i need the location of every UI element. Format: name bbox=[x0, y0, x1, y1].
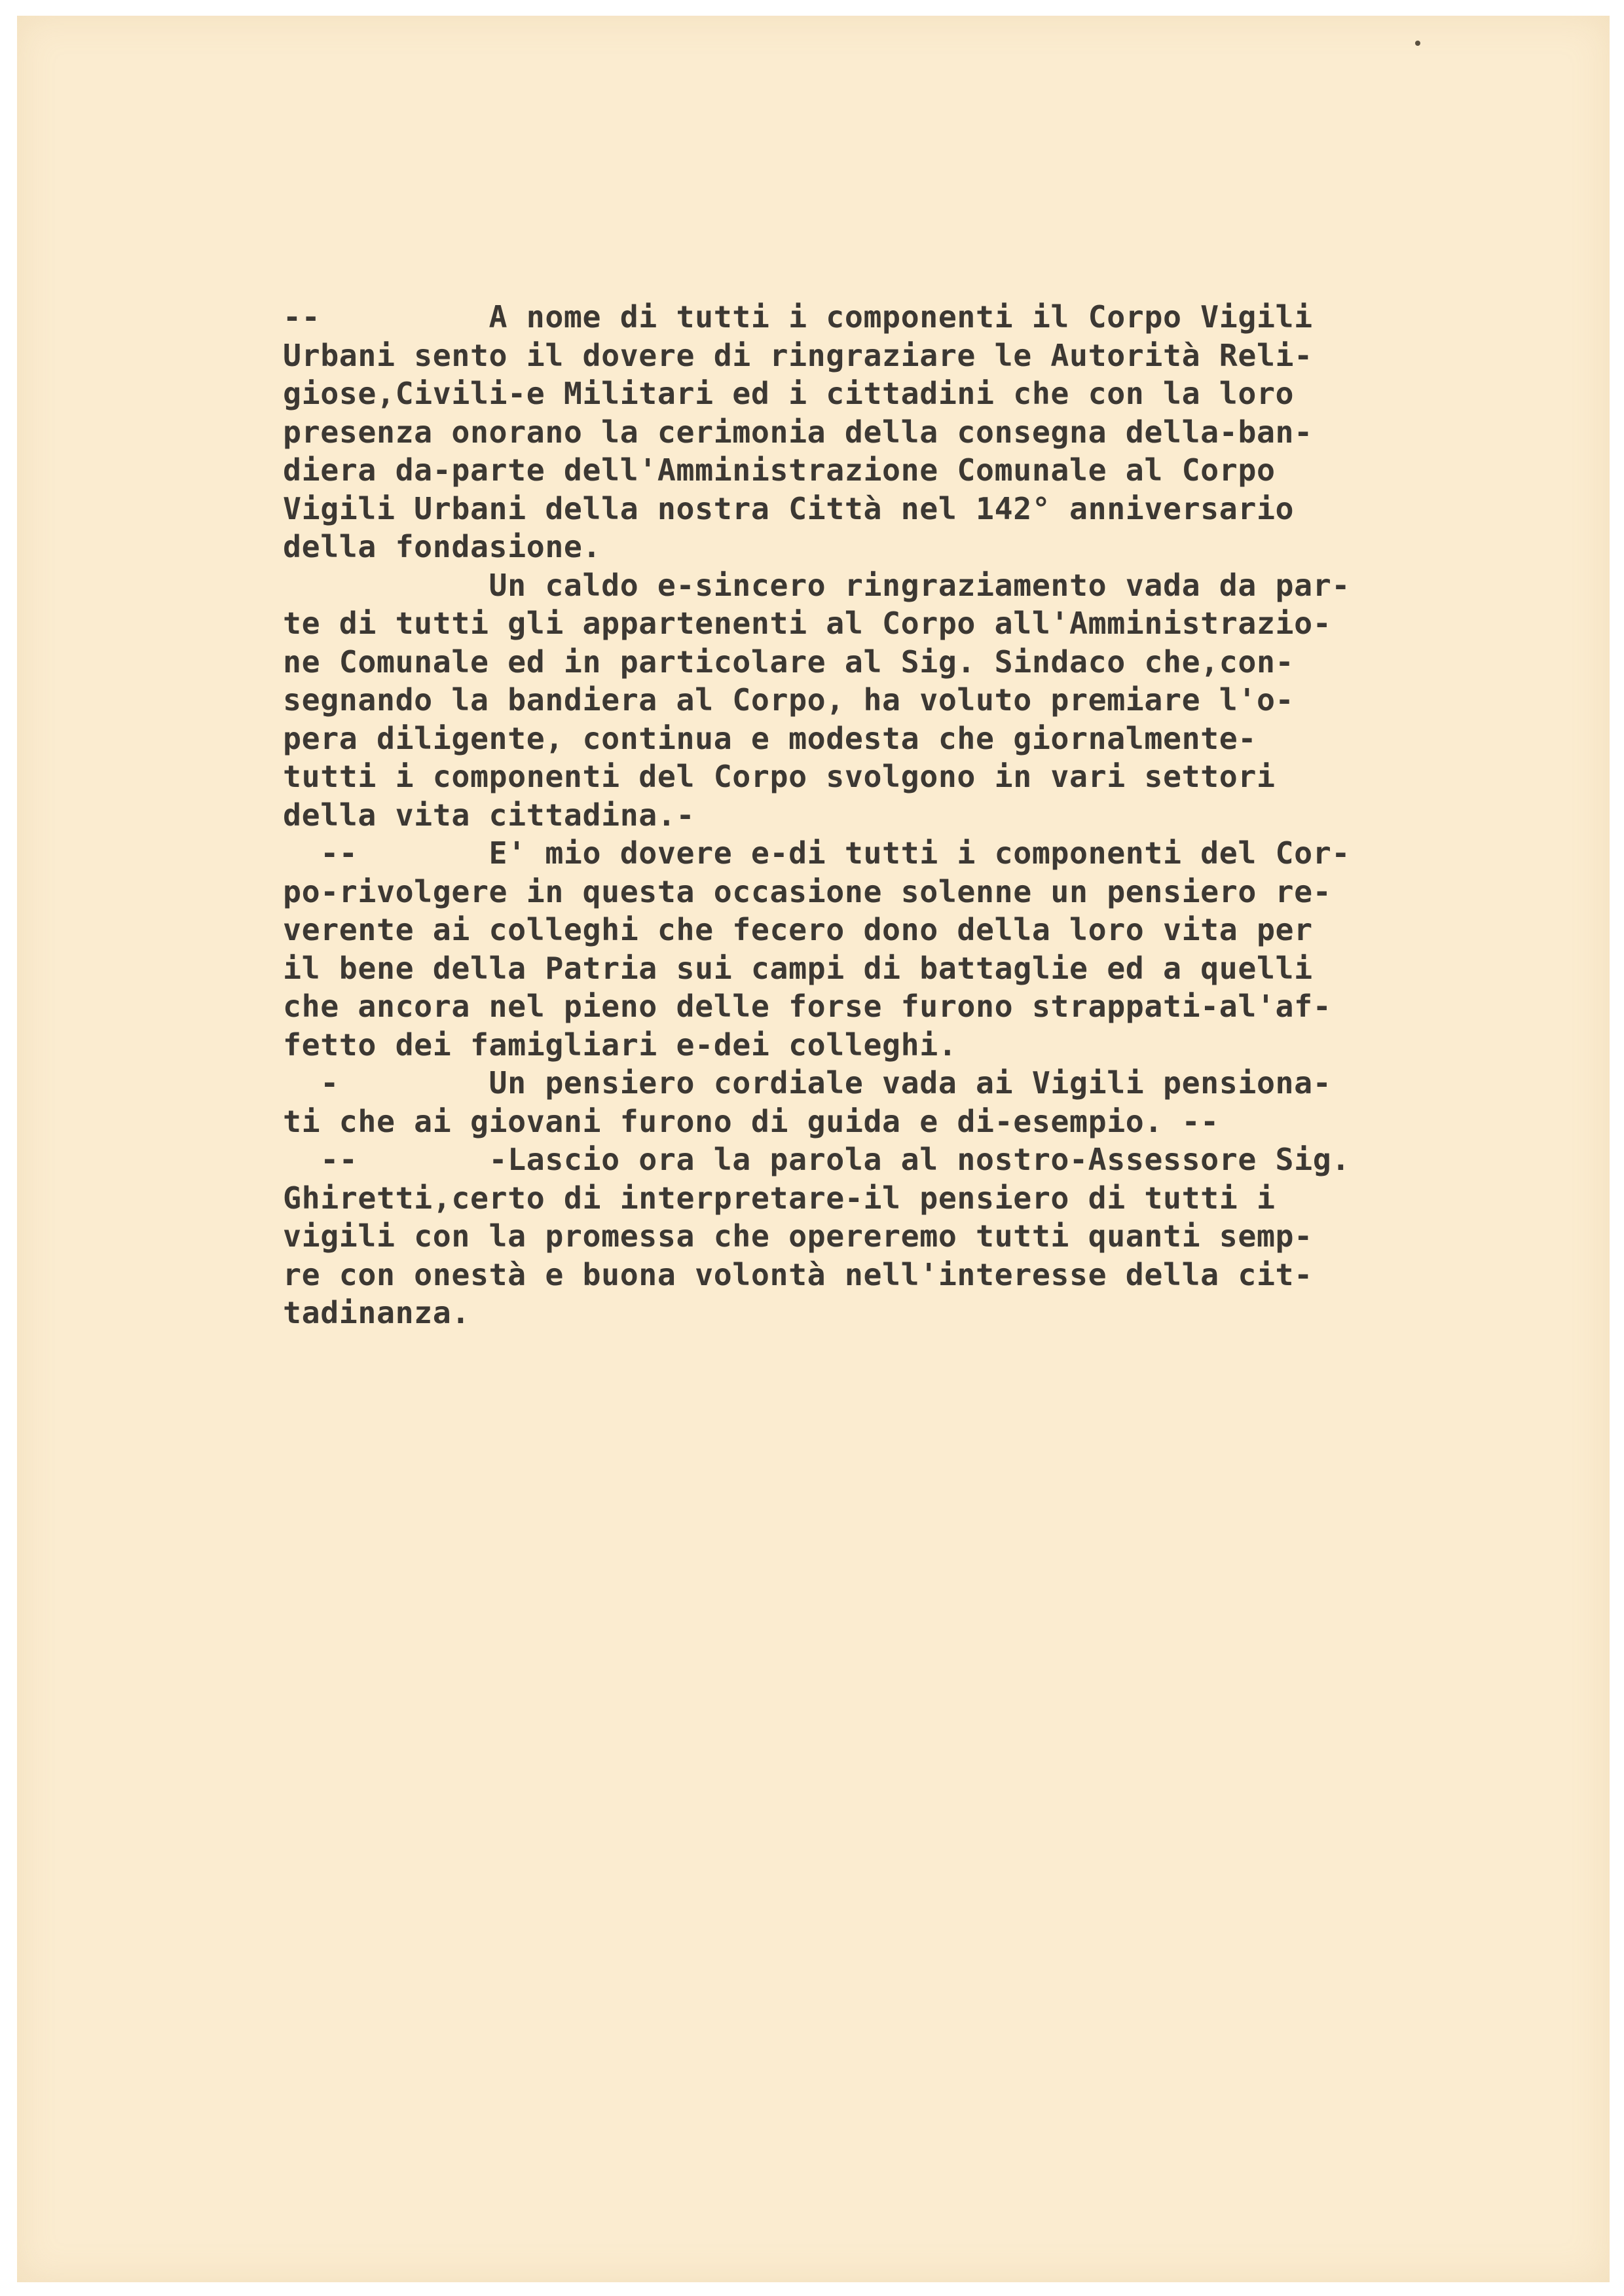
ink-mark bbox=[1415, 41, 1420, 46]
text-line: Urbani sento il dovere di ringraziare le Autorità Reli- bbox=[283, 337, 1313, 373]
text-line: te di tutti gli appartenenti al Corpo all'Amministrazio- bbox=[283, 606, 1332, 641]
text-line: -- -Lascio ora la parola al nostro-Assessore Sig. bbox=[283, 1142, 1350, 1177]
text-line: Ghiretti,certo di interpretare-il pensiero di tutti i bbox=[283, 1180, 1276, 1216]
text-line: tutti i componenti del Corpo svolgono in vari settori bbox=[283, 759, 1276, 794]
text-line: il bene della Patria sui campi di battaglie ed a quelli bbox=[283, 950, 1313, 986]
text-line: re con onestà e buona volontà nell'interesse della cit- bbox=[283, 1256, 1313, 1292]
text-line: Un caldo e-sincero ringraziamento vada da par- bbox=[283, 567, 1350, 603]
typed-text bbox=[283, 298, 1435, 1332]
text-line: della fondasione. bbox=[283, 529, 602, 564]
text-line: ti che ai giovani furono di guida e di-esempio. -- bbox=[283, 1103, 1219, 1139]
text-line: diera da-parte dell'Amministrazione Comunale al Corpo bbox=[283, 452, 1276, 488]
text-line: Vigili Urbani della nostra Città nel 142° anniversario bbox=[283, 490, 1295, 526]
text-line: che ancora nel pieno delle forse furono strappati-al'af- bbox=[283, 989, 1332, 1024]
text-line: -- A nome di tutti i componenti il Corpo Vigili bbox=[283, 299, 1313, 335]
text-line: tadinanza. bbox=[283, 1295, 470, 1330]
text-line: ne Comunale ed in particolare al Sig. Sindaco che,con- bbox=[283, 644, 1295, 680]
text-line: pera diligente, continua e modesta che giornalmente- bbox=[283, 720, 1257, 756]
text-line: verente ai colleghi che fecero dono della loro vita per bbox=[283, 912, 1313, 947]
text-line: della vita cittadina.- bbox=[283, 797, 695, 833]
text-line: vigili con la promessa che opereremo tutti quanti semp- bbox=[283, 1218, 1313, 1254]
text-line: fetto dei famigliari e-dei colleghi. bbox=[283, 1027, 957, 1063]
text-line: - Un pensiero cordiale vada ai Vigili pensiona- bbox=[283, 1065, 1332, 1101]
text-line: presenza onorano la cerimonia della consegna della-ban- bbox=[283, 414, 1313, 450]
text-line: giose,Civili-e Militari ed i cittadini che con la loro bbox=[283, 376, 1295, 411]
text-line: -- E' mio dovere e-di tutti i componenti del Cor- bbox=[283, 835, 1350, 871]
text-line: segnando la bandiera al Corpo, ha voluto premiare l'o- bbox=[283, 682, 1295, 718]
text-line: po-rivolgere in questa occasione solenne un pensiero re- bbox=[283, 873, 1332, 909]
